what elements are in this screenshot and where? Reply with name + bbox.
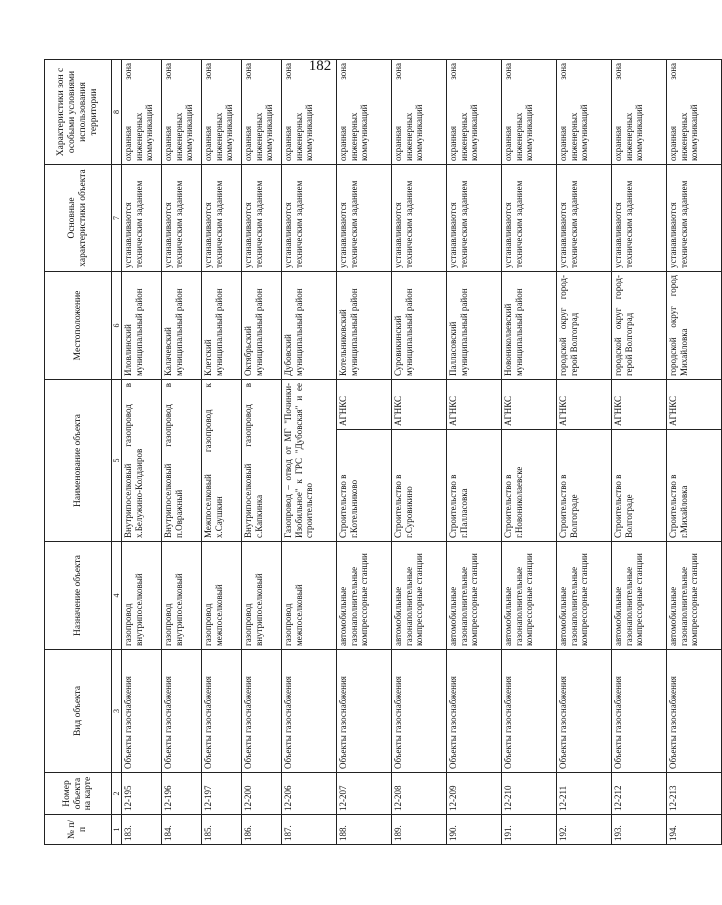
- row-code: АГНКС: [667, 379, 722, 429]
- row-map-id: 12-208: [392, 773, 447, 815]
- row-purpose: автомобильные газонаполнительные компрессорные станции: [612, 542, 667, 650]
- table-row: [242, 59, 282, 844]
- row-name: Строительство в Волгограде: [612, 430, 667, 542]
- row-purpose: газопровод межпоселковый: [282, 542, 337, 650]
- row-characteristics: устанавливаются техническим заданием: [282, 164, 337, 271]
- row-map-id: 12-210: [502, 773, 557, 815]
- row-purpose: автомобильные газонаполнительные компрессорные станции: [667, 542, 722, 650]
- row-code: АГНКС: [612, 379, 667, 429]
- row-map-id: 12-196: [162, 773, 202, 815]
- column-number: 4: [112, 542, 122, 650]
- row-name: Строительство в г.Суровикино: [392, 430, 447, 542]
- objects-table: [44, 59, 722, 845]
- row-number: 191.: [502, 815, 557, 845]
- row-characteristics: устанавливаются техническим заданием: [337, 164, 392, 271]
- row-number: 192.: [557, 815, 612, 845]
- row-kind: Объекты газоснабжения: [202, 650, 242, 773]
- header-kind: Вид объекта: [45, 650, 112, 773]
- row-number: 184.: [162, 815, 202, 845]
- row-characteristics: устанавливаются техническим заданием: [242, 164, 282, 271]
- row-purpose: газопровод внутрипоселковый: [162, 542, 202, 650]
- row-name: Внутрипоселковый газопровод в с.Капкинка: [242, 379, 282, 541]
- row-number: 189.: [392, 815, 447, 845]
- row-code: АГНКС: [337, 379, 392, 429]
- row-map-id: 12-195: [122, 773, 162, 815]
- row-kind: Объекты газоснабжения: [282, 650, 337, 773]
- row-purpose: газопровод внутрипоселковый: [122, 542, 162, 650]
- row-kind: Объекты газоснабжения: [242, 650, 282, 773]
- row-location: Клетский муниципальный район: [202, 271, 242, 379]
- header-num: № п/п: [45, 815, 112, 845]
- header-name: Наименование объекта: [45, 379, 112, 541]
- row-map-id: 12-200: [242, 773, 282, 815]
- row-purpose: газопровод межпоселковый: [202, 542, 242, 650]
- header-characteristics: Основные характеристики объекта: [45, 164, 112, 271]
- table-row: [667, 59, 722, 844]
- row-zone: охранная зона инженерных коммуникаций: [557, 59, 612, 164]
- row-map-id: 12-213: [667, 773, 722, 815]
- row-characteristics: устанавливаются техническим заданием: [122, 164, 162, 271]
- row-location: Суровикинский муниципальный район: [392, 271, 447, 379]
- row-characteristics: устанавливаются техническим заданием: [162, 164, 202, 271]
- table-row: [502, 59, 557, 844]
- row-purpose: автомобильные газонаполнительные компрессорные станции: [392, 542, 447, 650]
- row-characteristics: устанавливаются техническим заданием: [447, 164, 502, 271]
- header-zones: Характеристики зон с особыми условиями использования территории: [45, 59, 112, 164]
- table-row: [557, 59, 612, 844]
- row-name: Строительство в г.Палласовка: [447, 430, 502, 542]
- row-characteristics: устанавливаются техническим заданием: [667, 164, 722, 271]
- page-number: 182: [308, 58, 332, 74]
- column-number: 3: [112, 650, 122, 773]
- row-characteristics: устанавливаются техническим заданием: [202, 164, 242, 271]
- row-map-id: 12-206: [282, 773, 337, 815]
- column-number: 2: [112, 773, 122, 815]
- row-zone: охранная зона инженерных коммуникаций: [667, 59, 722, 164]
- column-number: 8: [112, 59, 122, 164]
- row-zone: охранная зона инженерных коммуникаций: [162, 59, 202, 164]
- row-zone: охранная зона инженерных коммуникаций: [282, 59, 337, 164]
- table-row: [122, 59, 162, 844]
- row-name: Строительство в Волгограде: [557, 430, 612, 542]
- row-purpose: автомобильные газонаполнительные компрессорные станции: [557, 542, 612, 650]
- table-row: [282, 59, 337, 844]
- row-purpose: газопровод внутрипоселковый: [242, 542, 282, 650]
- row-number: 194.: [667, 815, 722, 845]
- row-zone: охранная зона инженерных коммуникаций: [392, 59, 447, 164]
- row-kind: Объекты газоснабжения: [392, 650, 447, 773]
- column-number: 1: [112, 815, 122, 845]
- row-characteristics: устанавливаются техническим заданием: [502, 164, 557, 271]
- row-map-id: 12-209: [447, 773, 502, 815]
- row-kind: Объекты газоснабжения: [557, 650, 612, 773]
- header-map-num: Номер объекта на карте: [45, 773, 112, 815]
- row-zone: охранная зона инженерных коммуникаций: [202, 59, 242, 164]
- rotated-table-container: [44, 60, 699, 845]
- row-map-id: 12-197: [202, 773, 242, 815]
- row-map-id: 12-207: [337, 773, 392, 815]
- row-number: 190.: [447, 815, 502, 845]
- row-zone: охранная зона инженерных коммуникаций: [612, 59, 667, 164]
- row-map-id: 12-212: [612, 773, 667, 815]
- row-zone: охранная зона инженерных коммуникаций: [502, 59, 557, 164]
- column-number: 5: [112, 379, 122, 541]
- row-name: Строительство в г.Котельниково: [337, 430, 392, 542]
- row-location: Иловлинский муниципальный район: [122, 271, 162, 379]
- row-location: Новониколаевский муниципальный район: [502, 271, 557, 379]
- header-location: Местоположение: [45, 271, 112, 379]
- column-number: 6: [112, 271, 122, 379]
- row-number: 183.: [122, 815, 162, 845]
- row-location: городской округ город-герой Волгоград: [557, 271, 612, 379]
- table-row: [392, 59, 447, 844]
- table-row: [162, 59, 202, 844]
- row-purpose: автомобильные газонаполнительные компрессорные станции: [447, 542, 502, 650]
- row-number: 188.: [337, 815, 392, 845]
- row-location: Октябрьский муниципальный район: [242, 271, 282, 379]
- row-kind: Объекты газоснабжения: [612, 650, 667, 773]
- row-kind: Объекты газоснабжения: [447, 650, 502, 773]
- column-number-row: [112, 59, 122, 844]
- row-characteristics: устанавливаются техническим заданием: [392, 164, 447, 271]
- table-row: [202, 59, 242, 844]
- row-number: 193.: [612, 815, 667, 845]
- row-purpose: автомобильные газонаполнительные компрессорные станции: [337, 542, 392, 650]
- row-number: 186.: [242, 815, 282, 845]
- table-row: [447, 59, 502, 844]
- row-number: 185.: [202, 815, 242, 845]
- row-code: АГНКС: [557, 379, 612, 429]
- row-kind: Объекты газоснабжения: [122, 650, 162, 773]
- row-zone: охранная зона инженерных коммуникаций: [337, 59, 392, 164]
- row-location: Котельниковский муниципальный район: [337, 271, 392, 379]
- row-location: городской округ город Михайловка: [667, 271, 722, 379]
- row-name: Газопровод – отвод от МГ "Починки-Изобильное" к ГРС "Дубовская" и ее строительство: [282, 379, 337, 541]
- row-characteristics: устанавливаются техническим заданием: [612, 164, 667, 271]
- row-name: Внутрипоселковый газопровод в х.Белужино-Колдаиров: [122, 379, 162, 541]
- row-kind: Объекты газоснабжения: [502, 650, 557, 773]
- table-row: [337, 59, 392, 844]
- row-location: Палласовский муниципальный район: [447, 271, 502, 379]
- row-location: Дубовский муниципальный район: [282, 271, 337, 379]
- row-map-id: 12-211: [557, 773, 612, 815]
- row-number: 187.: [282, 815, 337, 845]
- row-location: городской округ город-герой Волгоград: [612, 271, 667, 379]
- row-zone: охранная зона инженерных коммуникаций: [242, 59, 282, 164]
- header-purpose: Назначение объекта: [45, 542, 112, 650]
- row-zone: охранная зона инженерных коммуникаций: [447, 59, 502, 164]
- row-kind: Объекты газоснабжения: [667, 650, 722, 773]
- row-name: Внутрипоселковый газопровод в п.Овражный: [162, 379, 202, 541]
- row-location: Калачевский муниципальный район: [162, 271, 202, 379]
- header-row: [45, 59, 112, 844]
- row-name: Строительство в г.Михайловка: [667, 430, 722, 542]
- row-code: АГНКС: [447, 379, 502, 429]
- row-kind: Объекты газоснабжения: [337, 650, 392, 773]
- row-name: Межпоселковый газопровод к х.Саушкин: [202, 379, 242, 541]
- row-characteristics: устанавливаются техническим заданием: [557, 164, 612, 271]
- row-code: АГНКС: [392, 379, 447, 429]
- column-number: 7: [112, 164, 122, 271]
- row-code: АГНКС: [502, 379, 557, 429]
- row-zone: охранная зона инженерных коммуникаций: [122, 59, 162, 164]
- table-row: [612, 59, 667, 844]
- row-purpose: автомобильные газонаполнительные компрессорные станции: [502, 542, 557, 650]
- row-name: Строительство в г.Новониколаевске: [502, 430, 557, 542]
- row-kind: Объекты газоснабжения: [162, 650, 202, 773]
